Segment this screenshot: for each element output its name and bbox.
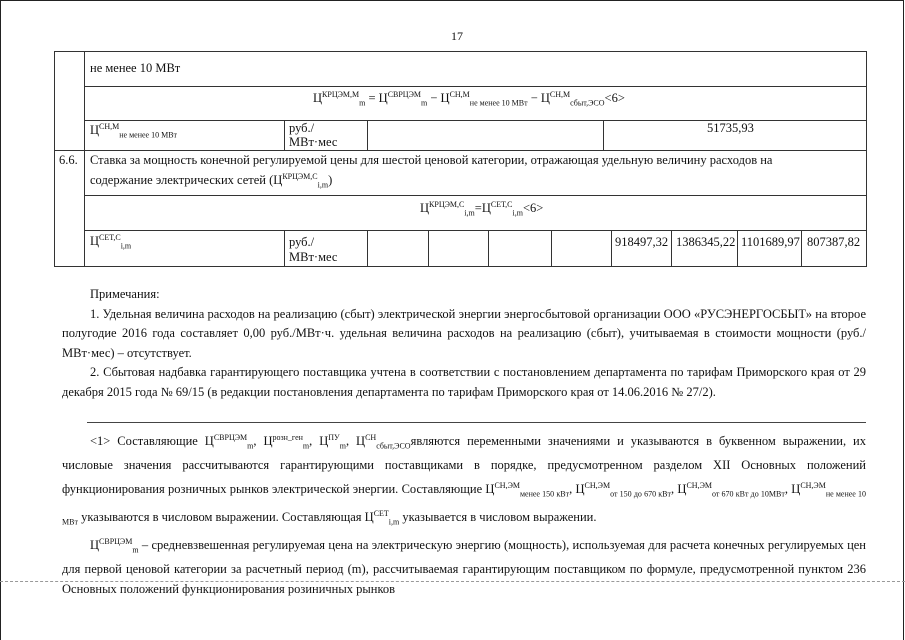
row-unit-set-2: МВт·мес xyxy=(289,250,338,264)
row-6-6-text-line2: содержание электрических сетей $(Ц^{КРЦЭМ,С}_{i,m})$ xyxy=(90,172,333,190)
row-symbol-sn: $Ц^{СН,М}_{не менее 10 МВт}$ xyxy=(90,122,178,140)
row-value-set: 1101689,97 xyxy=(741,235,800,249)
note-2: 2. Сбытовая надбавка гарантирующего поставщика учтена в соответствии с постановлением департамента по тарифам Приморского края от 29 декабря 2015 года № 69/15 (в редакции постановления департамента по тарифам Приморского края от 14.06.2016 № 27/2). xyxy=(62,365,866,399)
table-line xyxy=(367,230,368,266)
table-line xyxy=(737,230,738,266)
table-line xyxy=(367,120,368,150)
table-line xyxy=(551,230,552,266)
table-line xyxy=(84,51,85,266)
formula-krcem-m: $Ц^{КРЦЭМ,М}_m = Ц^{СВРЦЭМ}_m - Ц^{СН,М}_{не менее 10 МВт} - Ц^{СН,М}_{сбыт,ЭСО}<6>$ xyxy=(313,90,625,108)
row-value-sn: 51735,93 xyxy=(707,121,754,135)
page-number: 17 xyxy=(451,29,463,43)
row-label-min10: не менее 10 МВт xyxy=(90,61,181,75)
notes-heading: Примечания: xyxy=(90,287,160,301)
page-border-left xyxy=(0,0,1,640)
table-line xyxy=(428,230,429,266)
table-line xyxy=(866,51,867,266)
notes-section xyxy=(62,285,866,402)
formula-krcem-c: $Ц^{КРЦЭМ,С}_{i,m}=Ц^{СЕТ,С}_{i,m}<6>$ xyxy=(420,200,544,218)
table-line xyxy=(84,195,867,196)
table-line xyxy=(84,86,867,87)
row-symbol-set: $Ц^{СЕТ,С}_{i,m}$ xyxy=(90,233,132,251)
row-6-6-text-line1: Ставка за мощность конечной регулируемой цены для шестой ценовой категории, отражающая удельную величину расходов на xyxy=(90,153,773,167)
table-line xyxy=(611,230,612,266)
page-border-right xyxy=(903,0,904,640)
page-border-top xyxy=(0,0,903,1)
table-line xyxy=(84,230,867,231)
footnote-separator xyxy=(87,422,866,423)
scan-artifact-line xyxy=(0,581,905,582)
row-unit-set-1: руб./ xyxy=(289,235,315,249)
table-line xyxy=(603,120,604,150)
footnote-1: <1> Составляющие $Ц^{СВРЦЭМ}_m$, $Ц^{розн\_ген}_m$, $Ц^{ПУ}_m$, $Ц^{СН}_{сбыт,ЭСО}являются$ переменными значениями и указываются в буквенном выражении, их числовые значения рассчитываются гарантирующими поставщиками в порядке, предусмотренном разделом XII Основных положений функционирования розничных рынков электрической энергии. Составляющие $Ц^{СН,ЭМ}_{менее 150 кВт}$, $Ц^{СН,ЭМ}_{от 150 до 670 кВт}$, $Ц^{СН,ЭМ}_{от 670 кВт до 10МВт}$, $Ц^{СН,ЭМ}_{не менее 10 МВт}$ указываются в числовом выражении. Составляющая $Ц^{СЕТ}_{i,m}$ указывается в числовом выражении. xyxy=(62,433,867,527)
row-value-set: 807387,82 xyxy=(807,235,861,249)
table-line xyxy=(671,230,672,266)
row-value-set: 1386345,22 xyxy=(676,235,736,249)
table-line xyxy=(54,51,867,52)
table-line xyxy=(284,230,285,266)
table-line xyxy=(54,51,55,266)
table-line xyxy=(54,150,867,151)
table-line xyxy=(284,120,285,150)
row-number-6-6: 6.6. xyxy=(59,153,78,167)
table-line xyxy=(801,230,802,266)
table-line xyxy=(488,230,489,266)
footnote-section xyxy=(62,428,866,599)
footnote-2: $Ц^{СВРЦЭМ}_m$ – средневзвешенная регулируемая цена на электрическую энергию (мощность), используемая для расчета конечных регулируемых цен для первой ценовой категории за расчетный период (m), рассчитываемая гарантирующим поставщиком по формуле, предусмотренной пунктом 236 Основных положений функционирования розиничных рынков xyxy=(62,536,866,596)
note-1: 1. Удельная величина расходов на реализацию (сбыт) электрической энергии энергосбытовой организации ООО «РУСЭНЕРГОСБЫТ» на второе полугодие 2016 года составляет 0,00 руб./МВт·ч. удельная величина расходов на реализацию (сбыт), учитываемая в стоимости мощности (руб./МВт·мес) – отсутствует. xyxy=(62,306,866,360)
row-unit-sn-1: руб./ xyxy=(289,121,315,135)
row-value-set: 918497,32 xyxy=(615,235,669,249)
table-line xyxy=(54,266,867,267)
row-unit-sn-2: МВт·мес xyxy=(289,135,338,149)
